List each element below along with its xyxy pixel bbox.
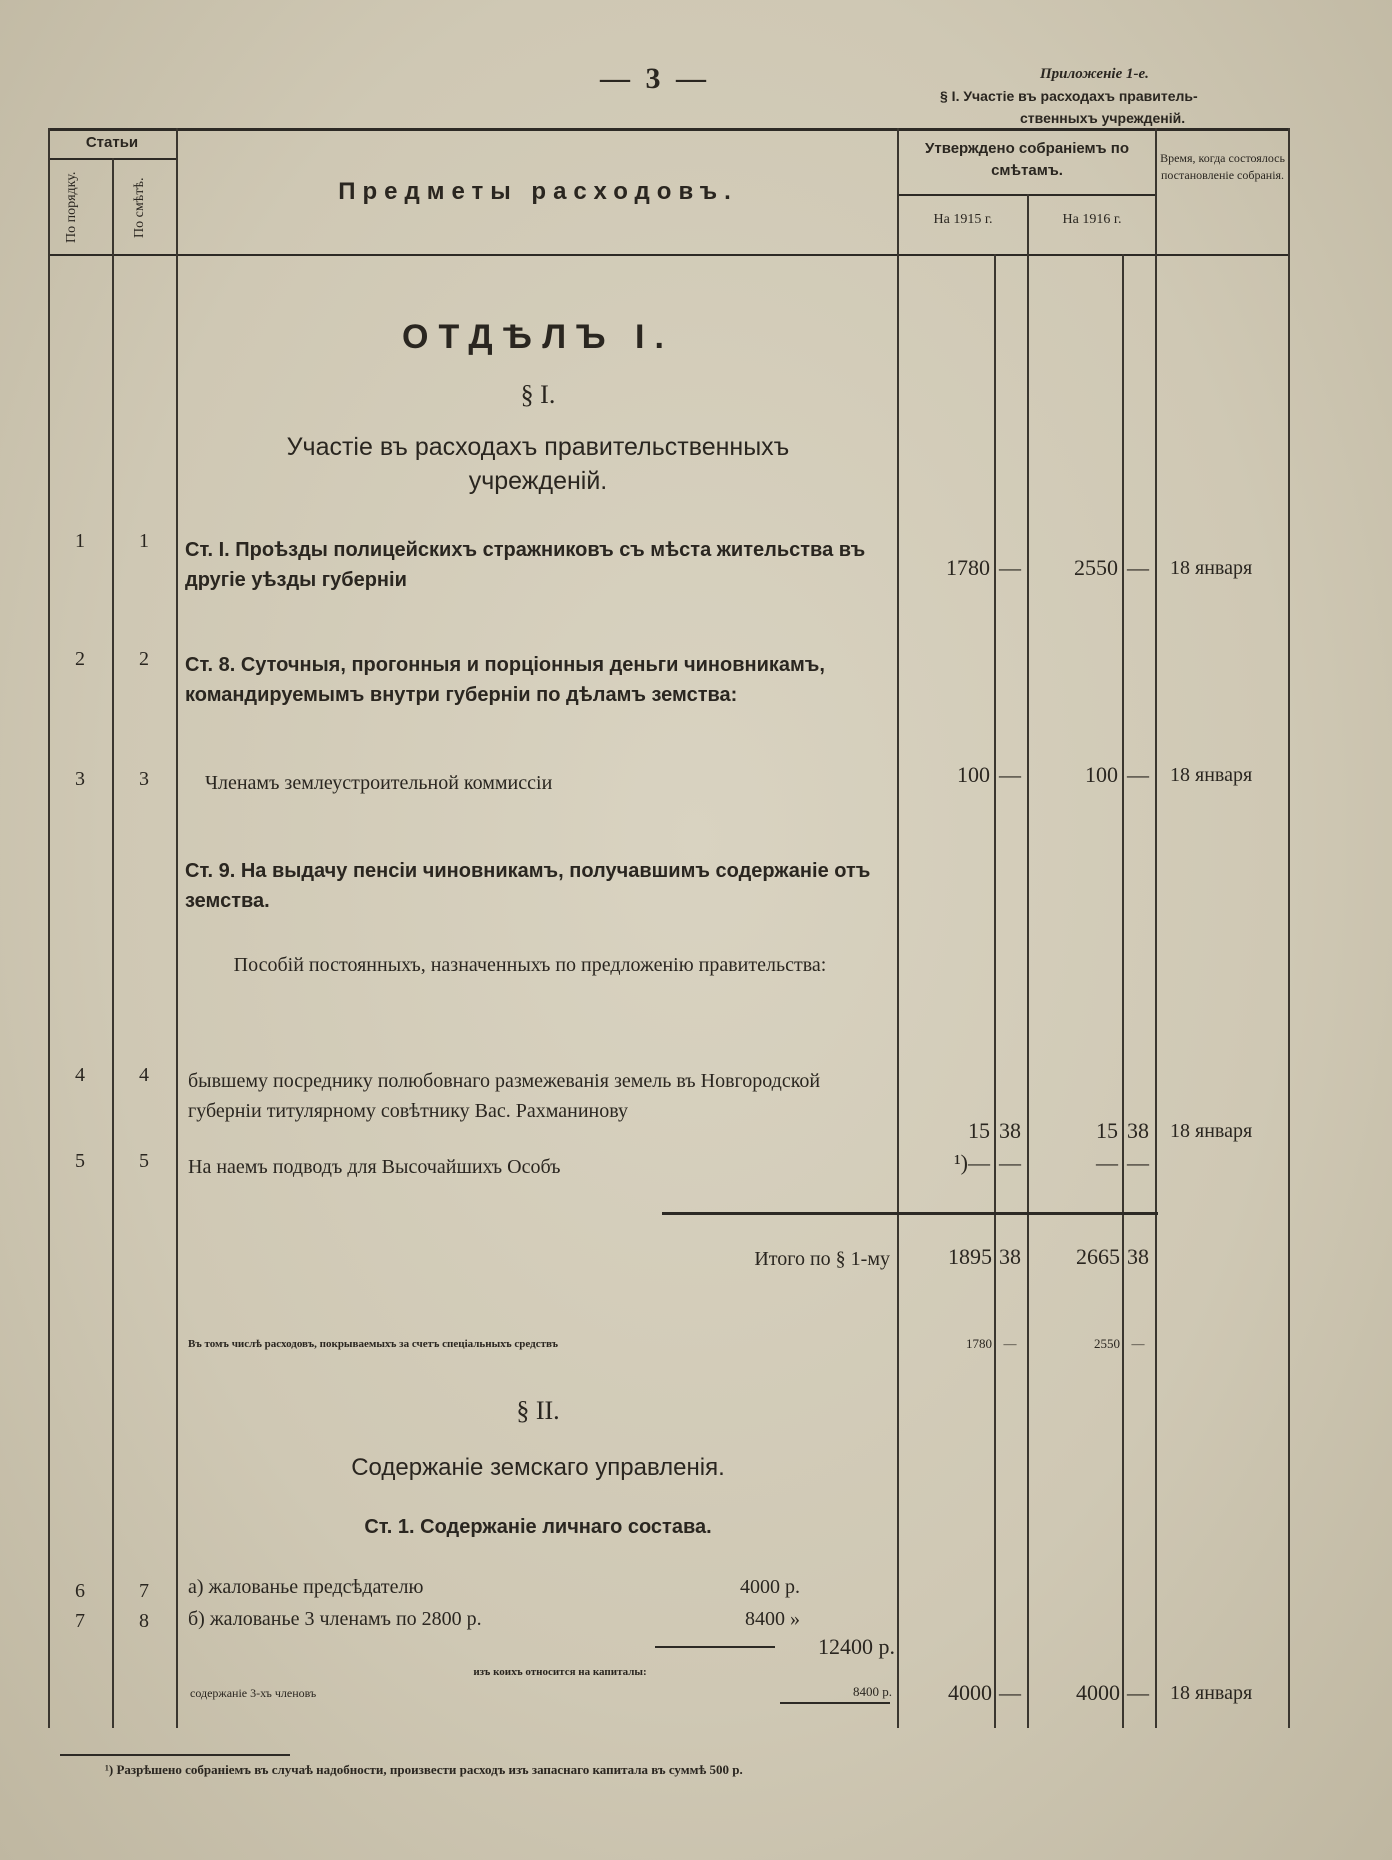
special-1916: 2550 xyxy=(1094,1336,1120,1351)
row3-text: Членамъ землеустроительной коммиссіи xyxy=(205,772,553,794)
row4-est: 4 xyxy=(139,1064,149,1086)
row3-1916-cents: — xyxy=(1127,762,1149,787)
total-1916: 2665 xyxy=(1076,1244,1120,1269)
row5-order: 5 xyxy=(75,1150,85,1172)
row3-1915: 100 xyxy=(957,762,990,787)
by-estimate-header: По смѣтѣ. xyxy=(132,177,147,238)
row1-date: 18 января xyxy=(1170,557,1253,579)
row3-1916: 100 xyxy=(1085,762,1118,787)
subtotal-rule xyxy=(655,1646,775,1648)
section-heading: Участіе въ расходахъ правительственныхъ учрежденій. xyxy=(286,433,790,495)
members-text: содержаніе 3-хъ членовъ xyxy=(190,1686,317,1700)
row4-1916-cents: 38 xyxy=(1127,1118,1149,1143)
year-1916-header: На 1916 г. xyxy=(1062,212,1122,227)
total-1916-cents: 38 xyxy=(1127,1244,1149,1269)
row5-1916-cents: — xyxy=(1127,1150,1149,1175)
row1-1916: 2550 xyxy=(1074,555,1118,580)
footnote-rule xyxy=(60,1754,290,1756)
subjects-header: Предметы расходовъ. xyxy=(338,178,738,205)
row1-1915-cents: — xyxy=(999,555,1021,580)
row4-date: 18 января xyxy=(1170,1120,1253,1142)
total-1915: 1895 xyxy=(948,1244,992,1269)
appendix-section-line2: ственныхъ учрежденій. xyxy=(1020,110,1186,126)
row6-order: 6 xyxy=(75,1580,85,1602)
subtotal-amount: 12400 р. xyxy=(818,1634,895,1659)
col-line-1915-cents xyxy=(994,254,996,1728)
row7-text: б) жалованье 3 членамъ по 2800 р. xyxy=(188,1608,482,1630)
approved-rule xyxy=(897,194,1155,196)
row4-text: бывшему посреднику полюбовнаго размежеванія земель въ Новгородской губерніи титулярному совѣтнику Вас. Рахманинову xyxy=(188,1070,821,1122)
row2-est: 2 xyxy=(139,648,149,670)
col-line-order xyxy=(112,158,114,1728)
articles-header: Статьи xyxy=(85,134,139,151)
footnote: ¹) Разрѣшено собраніемъ въ случаѣ надобности, произвести расходъ изъ запаснаго капитала въ суммѣ 500 р. xyxy=(105,1762,743,1777)
row3-est: 3 xyxy=(139,768,149,790)
col-line-1916 xyxy=(1155,128,1157,1728)
row6-text: а) жалованье предсѣдателю xyxy=(188,1576,424,1598)
row3-1915-cents: — xyxy=(999,762,1021,787)
col-line-est xyxy=(176,128,178,1728)
appendix-section-line1: § I. Участіе въ расходахъ правитель- xyxy=(940,88,1198,104)
row3-order: 3 xyxy=(75,768,85,790)
table-top-rule xyxy=(48,128,1288,131)
paragraph-2: § II. xyxy=(516,1396,560,1425)
row6-amount: 4000 р. xyxy=(740,1576,800,1598)
allowances-text: Пособій постоянныхъ, назначенныхъ по предложенію правительства: xyxy=(233,954,827,976)
row5-1915-cents: — xyxy=(999,1150,1021,1175)
members-date: 18 января xyxy=(1170,1682,1253,1704)
members-1915: 4000 xyxy=(948,1680,992,1705)
paragraph-1: § I. xyxy=(520,380,556,409)
row4-1916: 15 xyxy=(1096,1118,1118,1143)
row5-1915: ¹)— xyxy=(954,1150,990,1175)
total-label: Итого по § 1-му xyxy=(754,1248,890,1270)
time-header: Время, когда состоялось постановленіе собранія. xyxy=(1160,151,1285,182)
members-1915-cents: — xyxy=(999,1680,1021,1705)
members-1916: 4000 xyxy=(1076,1680,1120,1705)
row6-est: 7 xyxy=(139,1580,149,1602)
special-1915: 1780 xyxy=(966,1336,992,1351)
special-1915-cents: — xyxy=(1003,1336,1017,1351)
page-number: — 3 — xyxy=(600,62,710,95)
row3-date: 18 января xyxy=(1170,764,1253,786)
capital-note: изъ коихъ относится на капиталы: xyxy=(473,1666,647,1678)
col-line-subjects xyxy=(897,128,899,1728)
row5-text: На наемъ подводъ для Высочайшихъ Особъ xyxy=(188,1156,561,1178)
row4-1915-cents: 38 xyxy=(999,1118,1021,1143)
col-line-1915 xyxy=(1027,194,1029,1728)
row7-est: 8 xyxy=(139,1610,149,1632)
row5-1916: — xyxy=(1096,1150,1118,1175)
row1-order: 1 xyxy=(75,530,85,552)
members-amount: 8400 р. xyxy=(853,1684,892,1699)
section2-heading: Содержаніе земскаго управленія. xyxy=(351,1454,725,1481)
row5-est: 5 xyxy=(139,1150,149,1172)
col-line-left xyxy=(48,128,50,1728)
special-funds-text: Въ томъ числѣ расходовъ, покрываемыхъ за счетъ спеціальныхъ средствъ xyxy=(188,1338,559,1350)
article1-heading: Ст. 1. Содержаніе личнаго состава. xyxy=(364,1516,712,1538)
row2-text: Ст. 8. Суточныя, прогонныя и порціонныя деньги чиновникамъ, командируемымъ внутри губерніи по дѣламъ земства: xyxy=(185,654,825,706)
total-1915-cents: 38 xyxy=(999,1244,1021,1269)
year-1915-header: На 1915 г. xyxy=(933,212,993,227)
col-line-right xyxy=(1288,128,1290,1728)
article9-text: Ст. 9. На выдачу пенсіи чиновникамъ, получавшимъ содержаніе отъ земства. xyxy=(185,860,871,912)
members-rule xyxy=(780,1702,890,1704)
row2-order: 2 xyxy=(75,648,85,670)
members-1916-cents: — xyxy=(1127,1680,1149,1705)
special-1916-cents: — xyxy=(1131,1336,1145,1351)
header-bottom-rule xyxy=(48,254,1288,256)
total-rule xyxy=(662,1212,1158,1215)
row4-1915: 15 xyxy=(968,1118,990,1143)
row1-1915: 1780 xyxy=(946,555,990,580)
section-title: ОТДѢЛЪ I. xyxy=(402,318,674,356)
appendix-label: Приложеніе 1-е. xyxy=(1040,66,1149,82)
row1-est: 1 xyxy=(139,530,149,552)
approved-header: Утверждено собраніемъ по смѣтамъ. xyxy=(925,140,1129,179)
row1-text: Ст. I. Проѣзды полицейскихъ стражниковъ съ мѣста жительства въ другіе уѣзды губерніи xyxy=(185,539,866,591)
by-order-header: По порядку. xyxy=(64,171,79,244)
row7-amount: 8400 » xyxy=(745,1608,800,1630)
row7-order: 7 xyxy=(75,1610,85,1632)
row4-order: 4 xyxy=(75,1064,85,1086)
col-line-1916-cents xyxy=(1122,254,1124,1728)
row1-1916-cents: — xyxy=(1127,555,1149,580)
